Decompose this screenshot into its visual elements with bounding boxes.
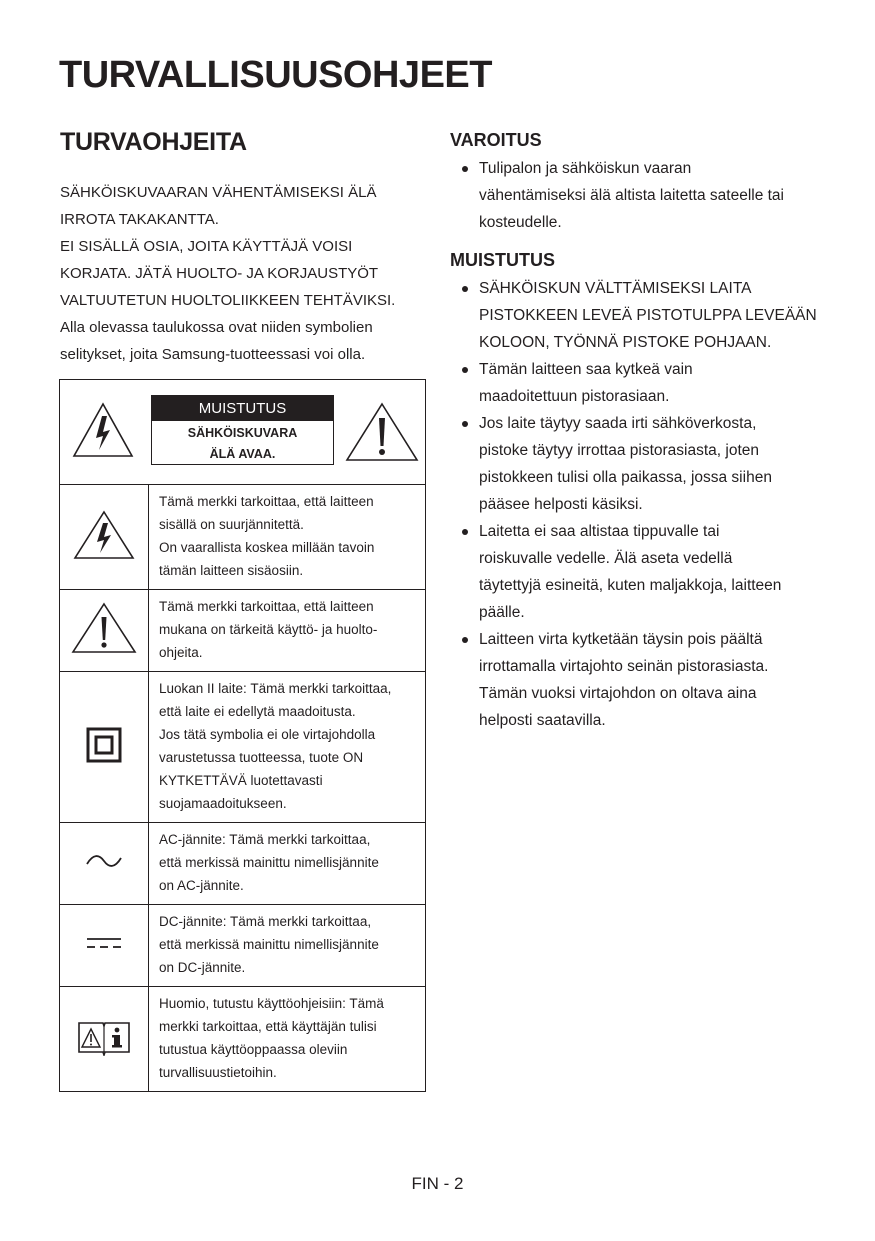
muistutus-label-line: ÄLÄ AVAA. <box>209 447 276 461</box>
table-desc-cell <box>149 987 426 1092</box>
list-item-line: Tulipalon ja sähköiskun vaaran <box>479 160 692 177</box>
page-title: TURVALLISUUSOHJEET <box>59 54 492 96</box>
list-item-line: pistokkeen tulisi olla paikassa, jossa siihen <box>479 469 772 486</box>
table-desc-line: tutustua käyttöoppaassa oleviin <box>159 1042 348 1057</box>
intro-line: selitykset, joita Samsung-tuotteessasi voi olla. <box>60 346 366 363</box>
class-ii-double-square-icon <box>86 750 122 767</box>
list-item-line: Tämän laitteen saa kytkeä vain <box>479 361 693 378</box>
list-item-line: pistoke täytyy irrottaa pistorasiasta, joten <box>479 442 759 459</box>
list-item <box>450 518 820 626</box>
list-item-line: kosteudelle. <box>479 214 562 231</box>
table-desc-line: KYTKETTÄVÄ luotettavasti <box>159 773 323 788</box>
list-item-line: SÄHKÖISKUN VÄLTTÄMISEKSI LAITA <box>479 280 752 297</box>
intro-line: SÄHKÖISKUVAARAN VÄHENTÄMISEKSI ÄLÄ <box>60 184 377 201</box>
table-header-cell <box>60 380 426 485</box>
table-row <box>60 987 426 1092</box>
list-item-line: Laitetta ei saa altistaa tippuvalle tai <box>479 523 720 540</box>
table-row <box>60 905 426 987</box>
table-row <box>60 823 426 905</box>
table-desc-line: että merkissä mainittu nimellisjännite <box>159 937 379 952</box>
table-desc-line: että merkissä mainittu nimellisjännite <box>159 855 379 870</box>
list-item-line: irrottamalla virtajohto seinän pistorasiasta. <box>479 658 769 675</box>
list-item <box>450 275 820 356</box>
manual-info-icon <box>77 1043 131 1060</box>
list-item-line: PISTOKKEEN LEVEÄ PISTOTULPPA LEVEÄÄN <box>479 307 817 324</box>
list-item <box>450 155 820 236</box>
table-row <box>60 672 426 823</box>
table-desc-line: on AC-jännite. <box>159 878 244 893</box>
muistutus-label-box <box>151 395 334 465</box>
intro-line: VALTUUTETUN HUOLTOLIIKKEEN TEHTÄVIKSI. <box>60 292 396 309</box>
table-desc-line: turvallisuustietoihin. <box>159 1065 277 1080</box>
list-item <box>450 626 820 734</box>
exclamation-triangle-icon <box>345 402 419 467</box>
table-desc-cell <box>149 823 426 905</box>
intro-line: IRROTA TAKAKANTTA. <box>60 211 219 228</box>
ac-wave-icon <box>85 856 123 873</box>
varoitus-list <box>450 155 820 236</box>
table-desc-line: Huomio, tutustu käyttöohjeisiin: Tämä <box>159 996 384 1011</box>
page-number: FIN - 2 <box>411 1174 464 1193</box>
table-icon-cell <box>60 485 149 590</box>
list-item-line: roiskuvalle vedelle. Älä aseta vedellä <box>479 550 733 567</box>
section-title-turvaohjeita: TURVAOHJEITA <box>60 128 247 156</box>
section-title-muistutus: MUISTUTUS <box>450 250 555 270</box>
table-desc-line: varustetussa tuotteessa, tuote ON <box>159 750 364 765</box>
table-desc-cell <box>149 590 426 672</box>
left-column <box>60 128 430 386</box>
right-column <box>450 130 820 748</box>
table-desc-cell <box>149 905 426 987</box>
lightning-triangle-icon <box>72 402 134 463</box>
list-item-line: Laitteen virta kytketään täysin pois päältä <box>479 631 763 648</box>
list-item-line: päälle. <box>479 604 525 621</box>
symbol-table <box>59 379 426 1092</box>
list-item-line: täytettyjä esineitä, kuten maljakkoja, laitteen <box>479 577 782 594</box>
table-desc-line: suojamaadoitukseen. <box>159 796 287 811</box>
table-desc-line: mukana on tärkeitä käyttö- ja huolto- <box>159 622 378 637</box>
list-item-line: pääsee helposti käsiksi. <box>479 496 643 513</box>
table-desc-line: että laite ei edellytä maadoitusta. <box>159 704 356 719</box>
table-desc-line: tämän laitteen sisäosiin. <box>159 563 304 578</box>
table-icon-cell <box>60 905 149 987</box>
lightning-triangle-icon <box>73 547 135 564</box>
list-item-line: KOLOON, TYÖNNÄ PISTOKE POHJAAN. <box>479 334 772 351</box>
exclamation-triangle-icon <box>71 641 137 658</box>
table-row <box>60 590 426 672</box>
list-item-line: Tämän vuoksi virtajohdon on oltava aina <box>479 685 757 702</box>
list-item-line: vähentämiseksi älä altista laitetta sateelle tai <box>479 187 784 204</box>
list-item <box>450 410 820 518</box>
table-icon-cell <box>60 590 149 672</box>
intro-text <box>60 179 430 368</box>
table-icon-cell <box>60 672 149 823</box>
table-desc-line: Jos tätä symbolia ei ole virtajohdolla <box>159 727 376 742</box>
intro-line: KORJATA. JÄTÄ HUOLTO- JA KORJAUSTYÖT <box>60 265 379 282</box>
muistutus-label-line: SÄHKÖISKUVARA <box>187 426 298 440</box>
list-item <box>450 356 820 410</box>
table-icon-cell <box>60 823 149 905</box>
list-item-line: Jos laite täytyy saada irti sähköverkosta, <box>479 415 757 432</box>
table-desc-line: On vaarallista koskea millään tavoin <box>159 540 375 555</box>
table-icon-cell <box>60 987 149 1092</box>
section-title-varoitus: VAROITUS <box>450 130 542 150</box>
table-row <box>60 485 426 590</box>
table-desc-line: merkki tarkoittaa, että käyttäjän tulisi <box>159 1019 377 1034</box>
table-desc-line: Luokan II laite: Tämä merkki tarkoittaa, <box>159 681 392 696</box>
table-desc-line: sisällä on suurjännitettä. <box>159 517 304 532</box>
muistutus-list <box>450 275 820 734</box>
table-header-row <box>60 380 426 485</box>
table-desc-line: DC-jännite: Tämä merkki tarkoittaa, <box>159 914 372 929</box>
table-desc-line: Tämä merkki tarkoittaa, että laitteen <box>159 599 374 614</box>
table-desc-line: ohjeita. <box>159 645 203 660</box>
list-item-line: maadoitettuun pistorasiaan. <box>479 388 670 405</box>
dc-voltage-icon <box>85 937 123 954</box>
table-desc-cell <box>149 672 426 823</box>
table-desc-line: on DC-jännite. <box>159 960 246 975</box>
intro-line: Alla olevassa taulukossa ovat niiden symbolien <box>60 319 373 336</box>
table-desc-line: Tämä merkki tarkoittaa, että laitteen <box>159 494 374 509</box>
table-desc-cell <box>149 485 426 590</box>
muistutus-label-title: MUISTUTUS <box>152 396 333 421</box>
intro-line: EI SISÄLLÄ OSIA, JOITA KÄYTTÄJÄ VOISI <box>60 238 353 255</box>
list-item-line: helposti saatavilla. <box>479 712 606 729</box>
table-desc-line: AC-jännite: Tämä merkki tarkoittaa, <box>159 832 371 847</box>
